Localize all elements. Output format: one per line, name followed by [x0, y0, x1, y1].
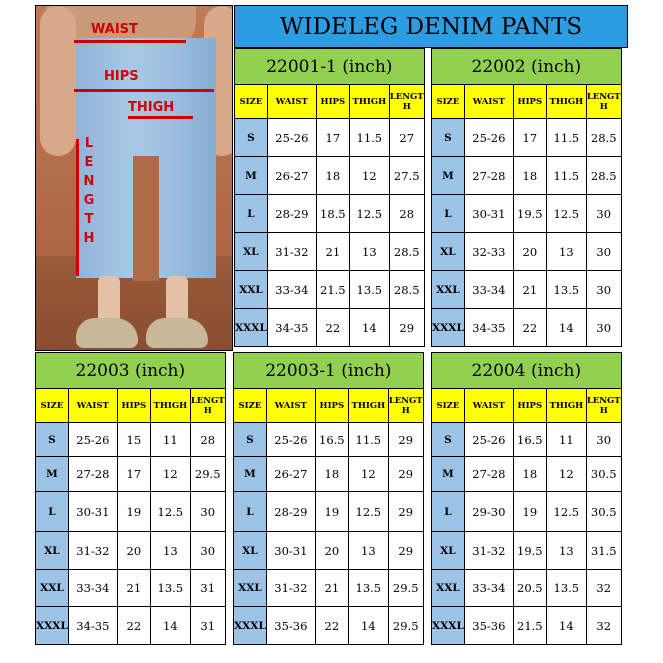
column-header: HIPS	[315, 389, 348, 423]
value-cell: 13.5	[546, 570, 586, 607]
table-row	[235, 309, 425, 347]
column-header: SIZE	[432, 85, 465, 119]
size-cell: L	[235, 195, 268, 233]
value-cell: 11.5	[348, 423, 388, 457]
value-cell: 30	[586, 233, 621, 271]
size-cell: XXXL	[432, 607, 465, 645]
value-cell: 29	[388, 492, 423, 532]
size-cell: XL	[432, 233, 465, 271]
value-cell: 28	[190, 423, 225, 457]
column-header: THIGH	[349, 85, 389, 119]
column-header: SIZE	[234, 389, 267, 423]
size-cell: XXL	[432, 271, 465, 309]
value-cell: 34-35	[267, 309, 316, 347]
value-cell: 29.5	[388, 607, 423, 645]
column-header: HIPS	[513, 85, 546, 119]
value-cell: 12.5	[348, 492, 388, 532]
value-cell: 21.5	[316, 271, 349, 309]
value-cell: 25-26	[68, 423, 117, 457]
value-cell: 28-29	[266, 492, 315, 532]
value-cell: 26-27	[266, 457, 315, 492]
value-cell: 14	[349, 309, 389, 347]
value-cell: 30.5	[586, 457, 621, 492]
value-cell: 12	[150, 457, 190, 492]
value-cell: 29	[388, 423, 423, 457]
size-cell: L	[36, 492, 69, 532]
size-table	[234, 48, 425, 347]
value-cell: 25-26	[464, 423, 513, 457]
value-cell: 13	[546, 233, 586, 271]
size-cell: S	[234, 423, 267, 457]
table-row	[432, 157, 622, 195]
column-header: HIPS	[117, 389, 150, 423]
value-cell: 19.5	[513, 532, 546, 570]
shoe-left	[76, 318, 138, 348]
column-header: SIZE	[235, 85, 268, 119]
value-cell: 13.5	[546, 271, 586, 309]
size-cell: XXL	[235, 271, 268, 309]
value-cell: 31.5	[586, 532, 621, 570]
column-header: SIZE	[432, 389, 465, 423]
value-cell: 35-36	[464, 607, 513, 645]
table-row	[432, 492, 622, 532]
size-cell: L	[432, 492, 465, 532]
value-cell: 28.5	[586, 119, 621, 157]
table-row	[235, 119, 425, 157]
size-table	[35, 352, 226, 645]
value-cell: 30	[586, 423, 621, 457]
table-row	[432, 233, 622, 271]
size-cell: XXXL	[235, 309, 268, 347]
length-line	[76, 139, 79, 276]
value-cell: 20	[513, 233, 546, 271]
model-header: 22004 (inch)	[432, 353, 622, 389]
value-cell: 25-26	[267, 119, 316, 157]
value-cell: 29	[389, 309, 424, 347]
value-cell: 35-36	[266, 607, 315, 645]
table-row	[36, 570, 226, 607]
column-header: WAIST	[266, 389, 315, 423]
table-row	[432, 607, 622, 645]
table-row	[235, 271, 425, 309]
value-cell: 17	[117, 457, 150, 492]
table-row	[36, 532, 226, 570]
value-cell: 28.5	[389, 233, 424, 271]
table-row	[432, 570, 622, 607]
size-cell: XL	[36, 532, 69, 570]
value-cell: 12.5	[150, 492, 190, 532]
value-cell: 21	[315, 570, 348, 607]
value-cell: 31-32	[267, 233, 316, 271]
value-cell: 20	[315, 532, 348, 570]
value-cell: 32	[586, 570, 621, 607]
value-cell: 11.5	[349, 119, 389, 157]
value-cell: 31-32	[266, 570, 315, 607]
size-cell: XXL	[36, 570, 69, 607]
value-cell: 14	[348, 607, 388, 645]
value-cell: 30	[586, 271, 621, 309]
value-cell: 30-31	[68, 492, 117, 532]
value-cell: 11.5	[546, 157, 586, 195]
value-cell: 16.5	[513, 423, 546, 457]
value-cell: 33-34	[68, 570, 117, 607]
value-cell: 12	[349, 157, 389, 195]
value-cell: 33-34	[464, 271, 513, 309]
column-header: LENGT H	[586, 389, 621, 423]
value-cell: 30	[586, 195, 621, 233]
value-cell: 29	[388, 457, 423, 492]
table-row	[432, 119, 622, 157]
size-cell: XL	[234, 532, 267, 570]
value-cell: 32	[586, 607, 621, 645]
value-cell: 29.5	[388, 570, 423, 607]
size-cell: M	[432, 457, 465, 492]
arm-left	[40, 6, 76, 156]
value-cell: 19	[117, 492, 150, 532]
value-cell: 16.5	[315, 423, 348, 457]
value-cell: 32-33	[464, 233, 513, 271]
value-cell: 30	[190, 492, 225, 532]
value-cell: 13	[348, 532, 388, 570]
size-cell: S	[235, 119, 268, 157]
value-cell: 31-32	[464, 532, 513, 570]
size-cell: L	[234, 492, 267, 532]
table-row	[432, 532, 622, 570]
table-row	[432, 423, 622, 457]
value-cell: 12.5	[546, 492, 586, 532]
value-cell: 21.5	[513, 607, 546, 645]
value-cell: 19.5	[513, 195, 546, 233]
size-cell: M	[36, 457, 69, 492]
jeans-gap	[133, 156, 159, 281]
size-cell: XXXL	[234, 607, 267, 645]
value-cell: 27-28	[464, 157, 513, 195]
table-row	[235, 195, 425, 233]
value-cell: 26-27	[267, 157, 316, 195]
value-cell: 29.5	[190, 457, 225, 492]
size-table	[431, 352, 622, 645]
value-cell: 29	[388, 532, 423, 570]
table-row	[36, 423, 226, 457]
size-cell: L	[432, 195, 465, 233]
size-cell: XL	[235, 233, 268, 271]
value-cell: 13	[546, 532, 586, 570]
value-cell: 28.5	[586, 157, 621, 195]
value-cell: 11	[150, 423, 190, 457]
value-cell: 19	[513, 492, 546, 532]
value-cell: 27-28	[464, 457, 513, 492]
waist-label: WAIST	[91, 22, 138, 37]
table-row	[235, 157, 425, 195]
value-cell: 30-31	[266, 532, 315, 570]
size-cell: S	[36, 423, 69, 457]
value-cell: 12	[348, 457, 388, 492]
value-cell: 11	[546, 423, 586, 457]
waist-line	[74, 40, 186, 43]
value-cell: 34-35	[464, 309, 513, 347]
size-cell: S	[432, 423, 465, 457]
value-cell: 14	[150, 607, 190, 645]
value-cell: 22	[513, 309, 546, 347]
table-row	[432, 309, 622, 347]
table-row	[36, 607, 226, 645]
size-cell: M	[234, 457, 267, 492]
column-header: SIZE	[36, 389, 69, 423]
value-cell: 18	[316, 157, 349, 195]
value-cell: 31	[190, 570, 225, 607]
table-row	[36, 457, 226, 492]
value-cell: 27-28	[68, 457, 117, 492]
value-cell: 13.5	[349, 271, 389, 309]
table-row	[235, 233, 425, 271]
value-cell: 22	[315, 607, 348, 645]
value-cell: 22	[117, 607, 150, 645]
value-cell: 22	[316, 309, 349, 347]
table-row	[234, 532, 424, 570]
column-header: THIGH	[348, 389, 388, 423]
model-header: 22002 (inch)	[432, 49, 622, 85]
size-table	[431, 48, 622, 347]
table-row	[234, 607, 424, 645]
table-row	[432, 271, 622, 309]
value-cell: 28-29	[267, 195, 316, 233]
shoe-right	[146, 318, 208, 348]
table-row	[36, 492, 226, 532]
value-cell: 34-35	[68, 607, 117, 645]
value-cell: 12.5	[349, 195, 389, 233]
column-header: THIGH	[546, 85, 586, 119]
value-cell: 18.5	[316, 195, 349, 233]
column-header: THIGH	[546, 389, 586, 423]
value-cell: 21	[117, 570, 150, 607]
value-cell: 30-31	[464, 195, 513, 233]
length-label: L E N G T H	[83, 136, 95, 246]
thigh-label: THIGH	[128, 100, 175, 115]
value-cell: 28.5	[389, 271, 424, 309]
table-row	[432, 457, 622, 492]
value-cell: 19	[315, 492, 348, 532]
table-row	[234, 423, 424, 457]
model-header: 22003 (inch)	[36, 353, 226, 389]
value-cell: 25-26	[266, 423, 315, 457]
size-cell: XL	[432, 532, 465, 570]
value-cell: 31-32	[68, 532, 117, 570]
value-cell: 14	[546, 309, 586, 347]
value-cell: 33-34	[464, 570, 513, 607]
column-header: WAIST	[68, 389, 117, 423]
value-cell: 13.5	[150, 570, 190, 607]
value-cell: 13	[150, 532, 190, 570]
size-cell: XXL	[234, 570, 267, 607]
size-cell: XXXL	[36, 607, 69, 645]
column-header: WAIST	[267, 85, 316, 119]
value-cell: 13.5	[348, 570, 388, 607]
value-cell: 11.5	[546, 119, 586, 157]
size-cell: XXL	[432, 570, 465, 607]
value-cell: 18	[315, 457, 348, 492]
size-cell: XXXL	[432, 309, 465, 347]
size-table	[233, 352, 424, 645]
column-header: THIGH	[150, 389, 190, 423]
value-cell: 33-34	[267, 271, 316, 309]
table-row	[432, 195, 622, 233]
model-header: 22003-1 (inch)	[234, 353, 424, 389]
value-cell: 27.5	[389, 157, 424, 195]
value-cell: 21	[513, 271, 546, 309]
size-cell: M	[235, 157, 268, 195]
chart-title: WIDELEG DENIM PANTS	[234, 5, 628, 48]
thigh-line	[128, 116, 193, 119]
table-row	[234, 570, 424, 607]
size-cell: M	[432, 157, 465, 195]
value-cell: 30	[586, 309, 621, 347]
value-cell: 20.5	[513, 570, 546, 607]
value-cell: 12	[546, 457, 586, 492]
table-row	[234, 457, 424, 492]
value-cell: 15	[117, 423, 150, 457]
value-cell: 28	[389, 195, 424, 233]
value-cell: 18	[513, 157, 546, 195]
column-header: LENGT H	[190, 389, 225, 423]
table-row	[234, 492, 424, 532]
value-cell: 25-26	[464, 119, 513, 157]
value-cell: 29-30	[464, 492, 513, 532]
model-photo	[35, 5, 233, 351]
value-cell: 17	[513, 119, 546, 157]
value-cell: 12.5	[546, 195, 586, 233]
value-cell: 30	[190, 532, 225, 570]
size-cell: S	[432, 119, 465, 157]
hips-line	[74, 89, 214, 92]
value-cell: 14	[546, 607, 586, 645]
column-header: LENGT H	[389, 85, 424, 119]
value-cell: 30.5	[586, 492, 621, 532]
column-header: LENGT H	[388, 389, 423, 423]
value-cell: 17	[316, 119, 349, 157]
column-header: WAIST	[464, 389, 513, 423]
value-cell: 27	[389, 119, 424, 157]
value-cell: 13	[349, 233, 389, 271]
column-header: HIPS	[513, 389, 546, 423]
column-header: LENGT H	[586, 85, 621, 119]
column-header: HIPS	[316, 85, 349, 119]
hips-label: HIPS	[104, 69, 139, 84]
value-cell: 31	[190, 607, 225, 645]
column-header: WAIST	[464, 85, 513, 119]
value-cell: 20	[117, 532, 150, 570]
model-header: 22001-1 (inch)	[235, 49, 425, 85]
value-cell: 21	[316, 233, 349, 271]
value-cell: 18	[513, 457, 546, 492]
size-chart-image	[35, 5, 628, 658]
